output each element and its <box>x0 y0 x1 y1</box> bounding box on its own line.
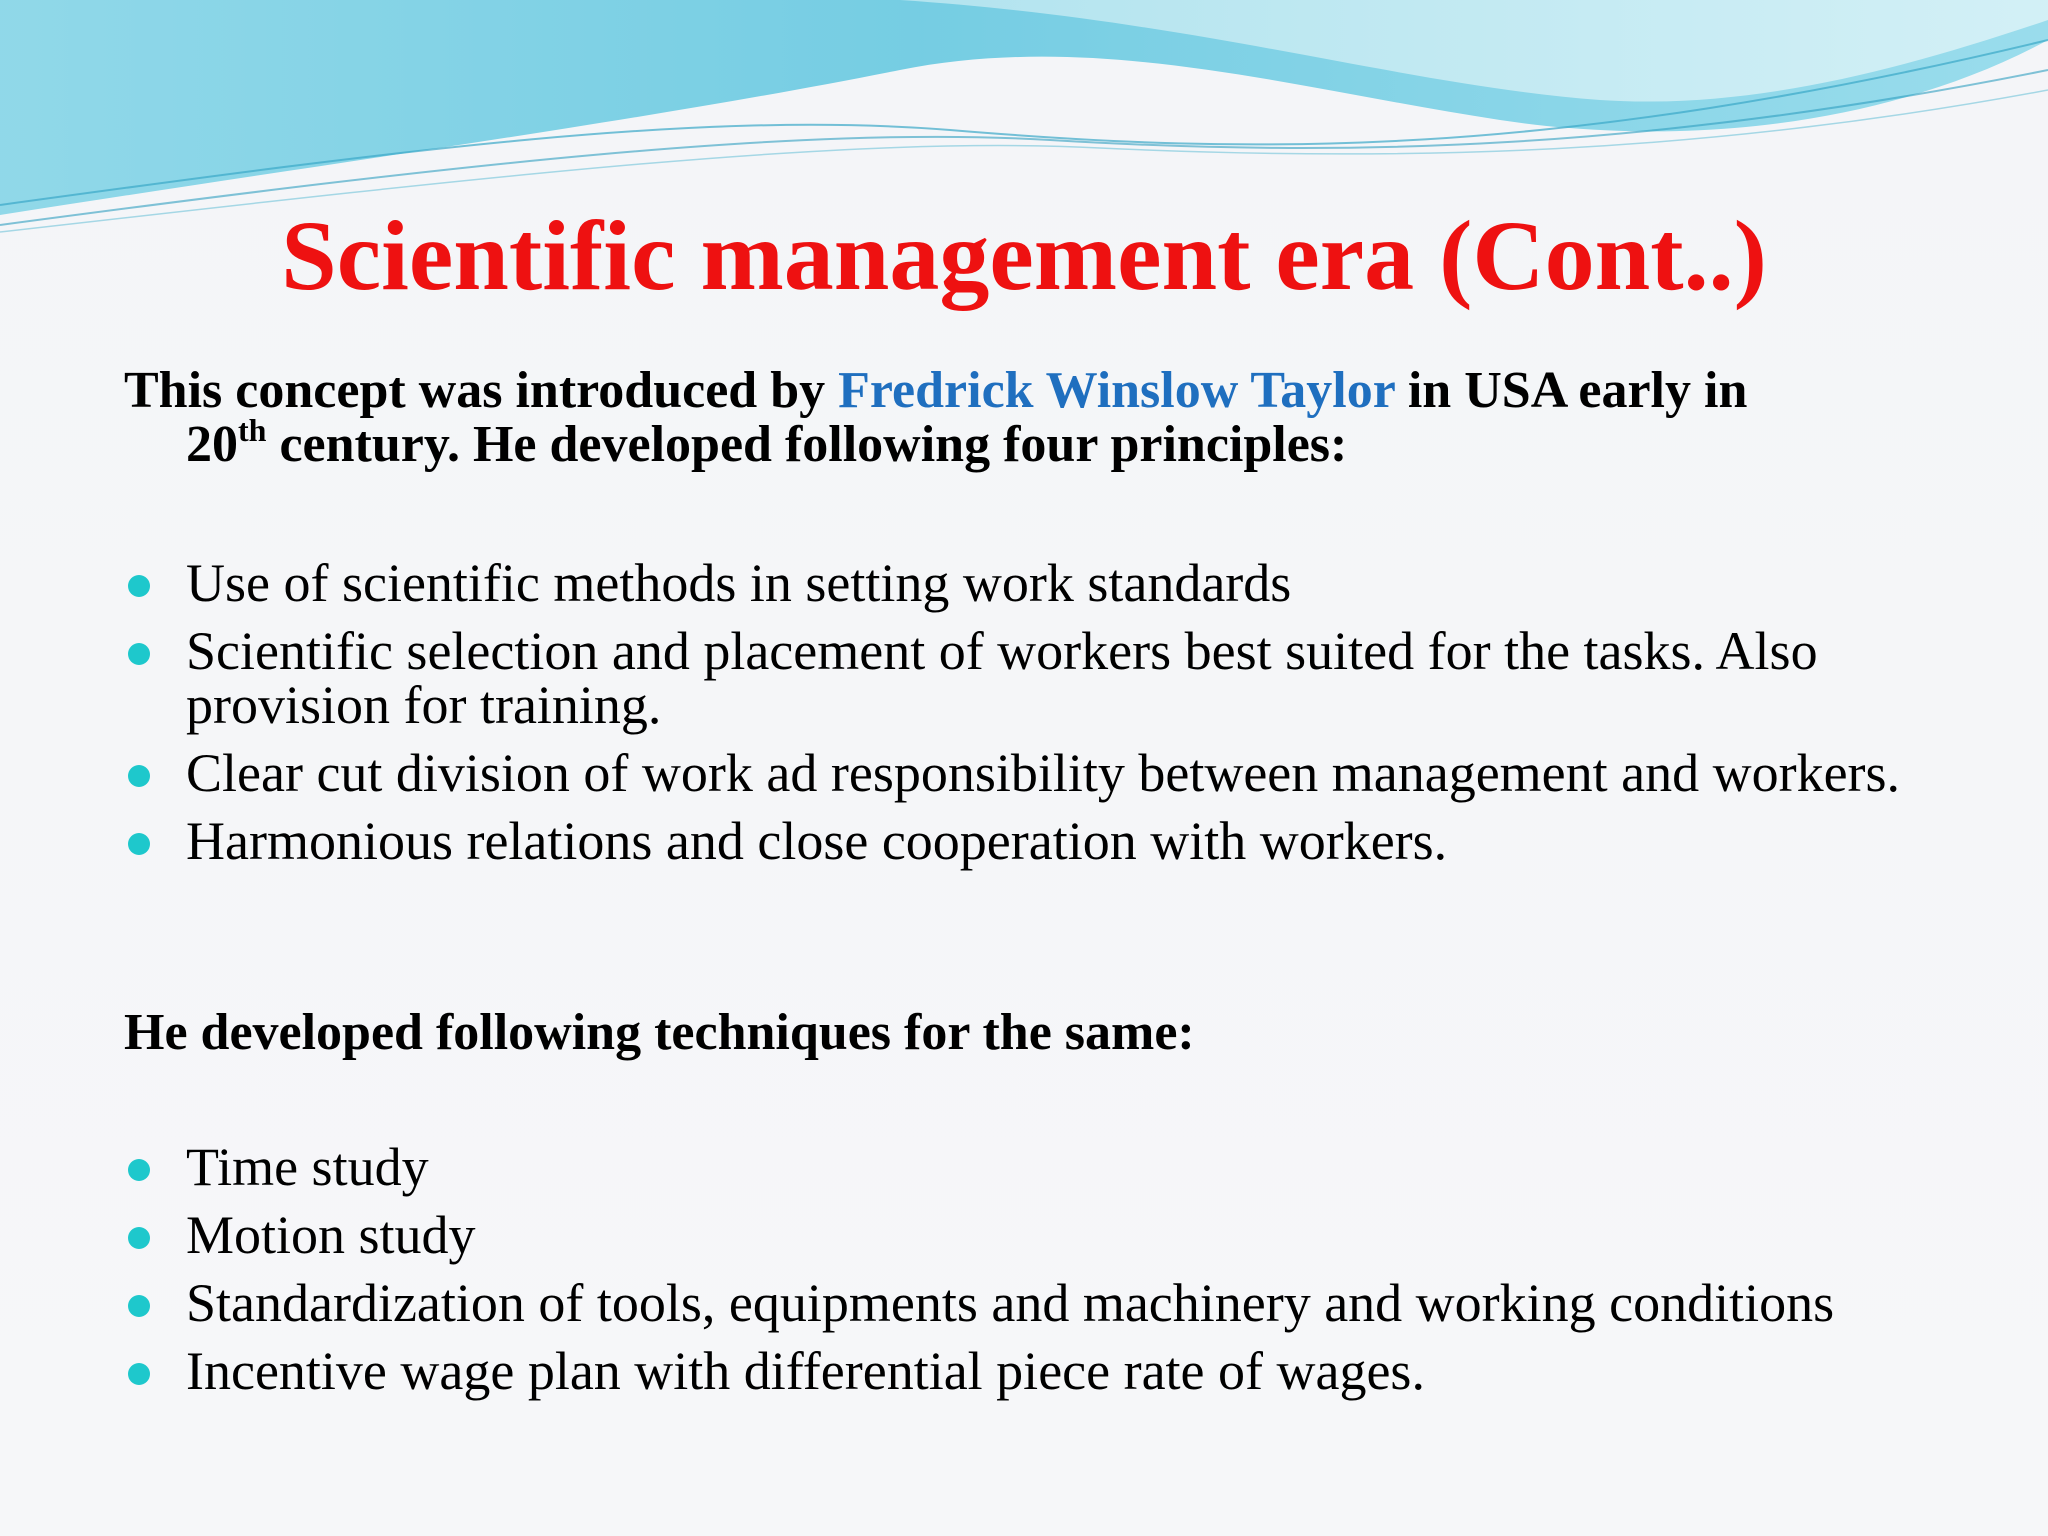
technique-text: Time study <box>186 1137 429 1197</box>
technique-text: Motion study <box>186 1205 476 1265</box>
intro-text-1: This concept was introduced by <box>124 362 839 419</box>
principle-text: Clear cut division of work ad responsibility between management and workers. <box>186 743 1901 803</box>
list-item <box>124 1273 2004 1333</box>
principles-list <box>124 553 2004 882</box>
intro-text-3: century. He developed following four principles: <box>266 416 1348 473</box>
bullet-icon <box>128 1159 150 1181</box>
list-item <box>124 743 2004 803</box>
intro-paragraph <box>124 364 1984 472</box>
bullet-icon <box>128 833 150 855</box>
bullet-icon <box>128 1363 150 1385</box>
slide-title: Scientific management era (Cont..) <box>281 200 1767 311</box>
intro-line-1 <box>124 364 1984 418</box>
bullet-icon <box>128 1227 150 1249</box>
century-number: 20 <box>186 416 238 473</box>
techniques-heading: He developed following techniques for the same: <box>124 1004 1195 1061</box>
bullet-icon <box>128 1295 150 1317</box>
list-item <box>124 1341 2004 1401</box>
principle-text: Use of scientific methods in setting work standards <box>186 553 1292 613</box>
bullet-icon <box>128 765 150 787</box>
list-item <box>124 1137 2004 1197</box>
list-item <box>124 621 2004 735</box>
list-item <box>124 1205 2004 1265</box>
list-item <box>124 553 2004 613</box>
author-name: Fredrick Winslow Taylor <box>838 362 1395 419</box>
technique-text: Incentive wage plan with differential piece rate of wages. <box>186 1341 1425 1401</box>
intro-line-2 <box>124 412 1984 473</box>
techniques-list <box>124 1137 2004 1412</box>
intro-text-2: in USA early in <box>1394 362 1748 419</box>
list-item <box>124 811 2004 871</box>
bullet-icon <box>128 643 150 665</box>
principle-text: Scientific selection and placement of workers best suited for the tasks. Also provision for training. <box>186 621 1818 735</box>
century-superscript: th <box>238 412 267 448</box>
principle-text: Harmonious relations and close cooperation with workers. <box>186 811 1448 871</box>
bullet-icon <box>128 575 150 597</box>
technique-text: Standardization of tools, equipments and machinery and working conditions <box>186 1273 1835 1333</box>
